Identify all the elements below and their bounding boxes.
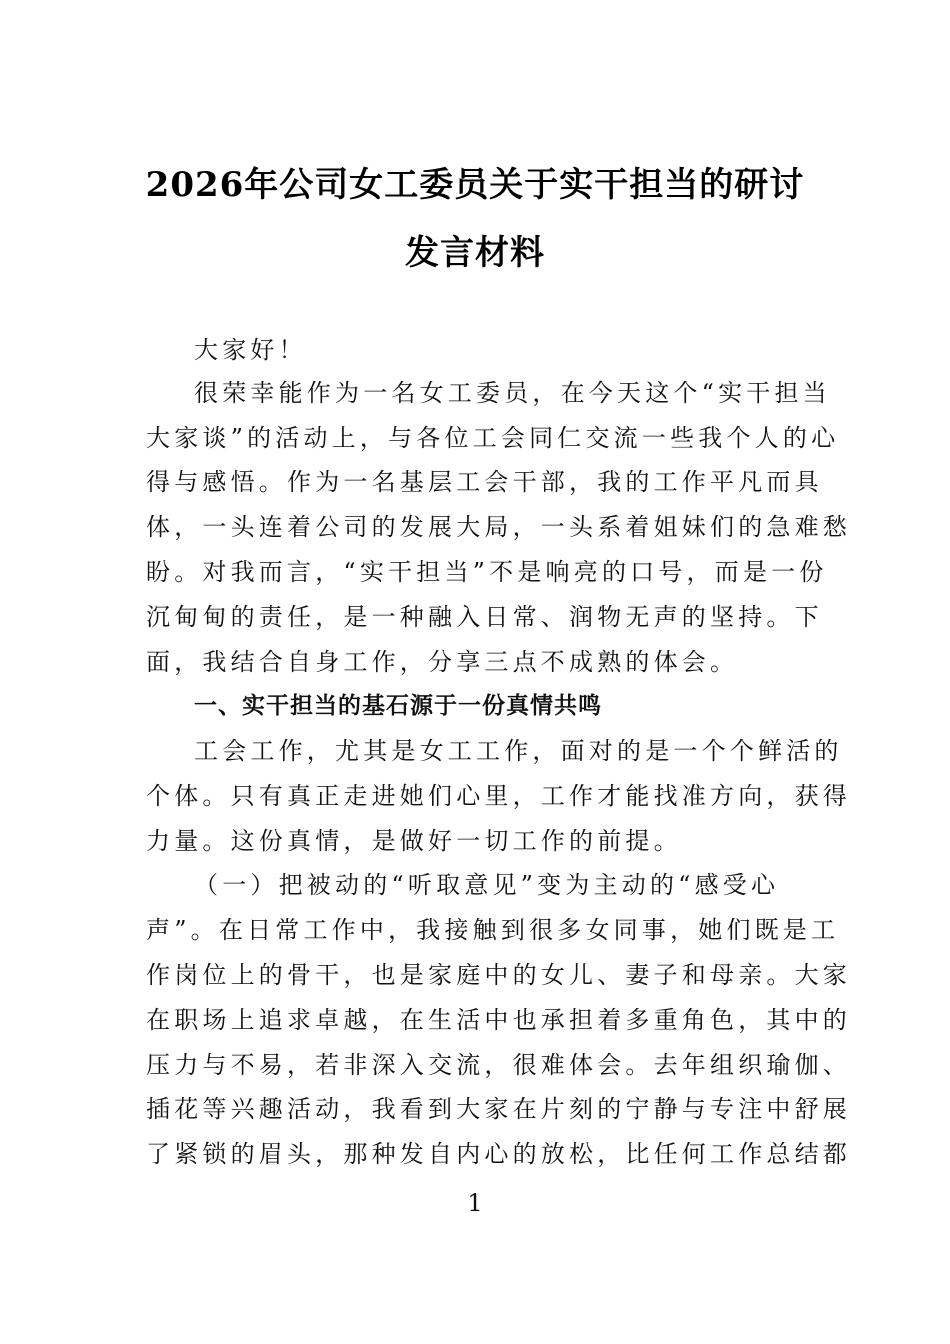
section-heading-1: 一、实干担当的基石源于一份真情共鸣 (194, 693, 602, 719)
greeting-line: 大家好！ (194, 336, 307, 364)
subsection-line: （一）把被动的“听取意见”变为主动的“感受心 (194, 871, 780, 899)
paragraph-line: 面，我结合自身工作，分享三点不成熟的体会。 (146, 648, 739, 676)
paragraph-line: 在职场上追求卓越，在生活中也承担着多重角色，其中的 (146, 1006, 851, 1034)
document-title-line-2: 发言材料 (405, 233, 545, 273)
paragraph-line: 工会工作，尤其是女工工作，面对的是一个个鲜活的 (194, 737, 843, 765)
paragraph-line: 体，一头连着公司的发展大局，一头系着姐妹们的急难愁 (146, 513, 851, 541)
paragraph-line: 盼。对我而言，“实干担当”不是响亮的口号，而是一份 (146, 558, 828, 586)
paragraph-line: 插花等兴趣活动，我看到大家在片刻的宁静与专注中舒展 (146, 1095, 851, 1123)
page-number: 1 (467, 1189, 483, 1217)
paragraph-line: 沉甸甸的责任，是一种融入日常、润物无声的坚持。下 (146, 603, 823, 631)
paragraph-line: 大家谈”的活动上，与各位工会同仁交流一些我个人的心 (146, 424, 840, 452)
paragraph-line: 作岗位上的骨干，也是家庭中的女儿、妻子和母亲。大家 (146, 961, 851, 989)
paragraph-line: 个体。只有真正走进她们心里，工作才能找准方向，获得 (146, 782, 851, 810)
paragraph-line: 得与感悟。作为一名基层工会干部，我的工作平凡而具 (146, 468, 823, 496)
paragraph-line: 压力与不易，若非深入交流，很难体会。去年组织瑜伽、 (146, 1051, 851, 1079)
paragraph-line: 了紧锁的眉头，那种发自内心的放松，比任何工作总结都 (146, 1140, 851, 1168)
paragraph-line: 声”。在日常工作中，我接触到很多女同事，她们既是工 (146, 916, 840, 944)
paragraph-line: 很荣幸能作为一名女工委员，在今天这个“实干担当 (194, 379, 831, 407)
document-title-line-1: 2026年公司女工委员关于实干担当的研讨 (145, 165, 805, 205)
paragraph-line: 力量。这份真情，是做好一切工作的前提。 (146, 827, 682, 855)
